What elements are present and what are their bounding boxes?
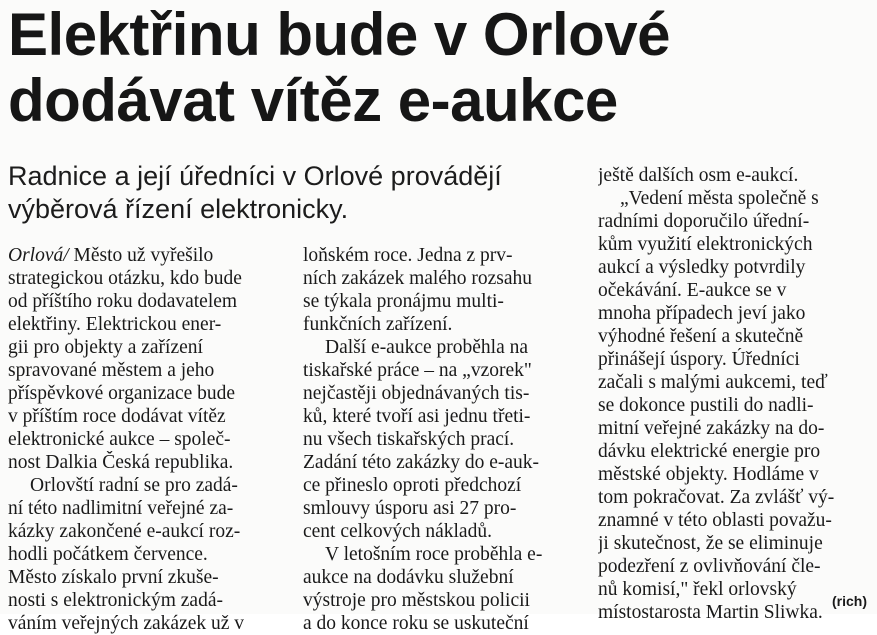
text-line: znamné v této oblasti považu- [598,510,832,531]
text-line: výhodné řešení a skutečně [598,326,804,347]
text-fragment: Město už vyřešilo [73,245,214,266]
text-line [8,244,290,267]
text-line: hodli počátkem července. [8,544,208,565]
text-line: nu všech tiskařských prací. [303,429,515,450]
text-line: Zadání této zakázky do e-auk- [303,452,540,473]
text-line: se dokonce pustili do nadli- [598,395,814,416]
text-line: mitní veřejné zakázky na do- [598,418,825,439]
text-line: očekávání. E-aukce se v [598,280,787,301]
text-line: nosti s elektronickým zadá- [8,590,223,611]
text-line: přinášejí úspory. Úředníci [598,349,800,370]
text-line: Orlovští radní se pro zadá- [30,475,238,496]
text-line: ještě dalších osm e-aukcí. [598,165,799,186]
text-line: kům využití elektronických [598,234,813,255]
text-line: a do konce roku se uskuteční [303,613,529,634]
text-line: Další e-aukce proběhla na [325,337,529,358]
subheadline-line: výběrová řízení elektronicky. [8,194,349,224]
article-column-3 [598,164,870,624]
text-line: městské objekty. Hodláme v [598,464,819,485]
text-line: váním veřejných zakázek už v [8,613,245,634]
subheadline [8,160,593,226]
text-line: „Vedení města společně s [620,188,819,209]
dateline: Orlová/ [8,245,69,266]
article-column-1 [8,244,290,635]
text-line: Město získalo první zkuše- [8,567,219,588]
text-line: radními doporučilo úřední- [598,211,810,232]
text-line: ních zakázek malého rozsahu [303,268,533,289]
text-line: začali s malými aukcemi, teď [598,372,828,393]
text-line: ní této nadlimitní veřejné za- [8,498,234,519]
text-line: nů komisí," řekl orlovský [598,579,797,600]
text-line: se týkala pronájmu multi- [303,291,504,312]
text-line: loňském roce. Jedna z prv- [303,245,513,266]
text-line: spravované městem a jeho [8,360,215,381]
text-line: od příštího roku dodavatelem [8,291,238,312]
text-line: funkčních zařízení. [303,314,453,335]
text-line: strategickou otázku, kdo bude [8,268,242,289]
subheadline-line: Radnice a její úředníci v Orlové provádějí [8,161,502,191]
text-line: cent celkových nákladů. [303,521,492,542]
text-line: smlouvy úsporu asi 27 pro- [303,498,517,519]
text-line: tiskařské práce – na „vzorek" [303,360,532,381]
headline [8,2,768,134]
text-line: místostarosta Martin Sliwka. [598,602,823,623]
text-line: podezření z ovlivňování čle- [598,556,821,577]
text-line: v příštím roce dodávat vítěz [8,406,226,427]
text-line: gii pro objekty a zařízení [8,337,203,358]
text-line: aukce na dodávku služební [303,567,514,588]
text-line: výstroje pro městskou policii [303,590,530,611]
text-line: nejčastěji objednávaných tis- [303,383,530,404]
text-line: příspěvkové organizace bude [8,383,236,404]
text-line: ji skutečnost, že se eliminuje [598,533,823,554]
headline-line: Elektřinu bude v Orlové [8,1,671,68]
headline-line: dodávat vítěz e-aukce [8,67,618,134]
text-line: nost Dalkia Česká republika. [8,452,234,473]
text-line: dávku elektrické energie pro [598,441,821,462]
text-line: V letošním roce proběhla e- [325,544,543,565]
text-line: aukcí a výsledky potvrdily [598,257,806,278]
text-line: ků, které tvoří asi jednu třeti- [303,406,531,427]
text-line: elektřiny. Elektrickou ener- [8,314,222,335]
text-line: kázky zakončené e-aukcí roz- [8,521,241,542]
text-line: tom pokračovat. Za zvlášť vý- [598,487,835,508]
text-line: mnoha případech jeví jako [598,303,806,324]
text-line: ce přineslo oproti předchozí [303,475,522,496]
text-line: elektronické aukce – společ- [8,429,231,450]
article-column-2 [303,244,579,635]
author-byline: (rich) [832,593,867,609]
